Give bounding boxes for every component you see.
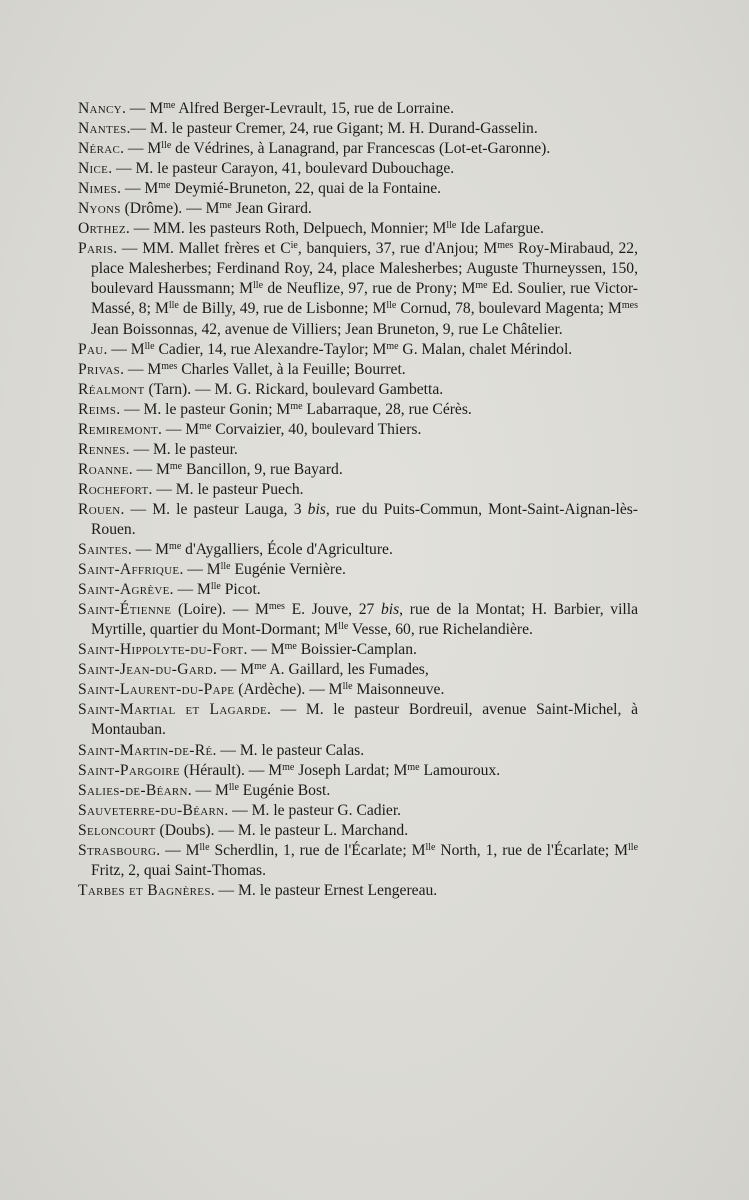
directory-entry xyxy=(78,881,638,901)
entry-text: . — $M^{me}$ Alfred Berger-Levrault, 15, rue de Lorraine. xyxy=(121,100,454,117)
place-name: Saint-Affrique xyxy=(78,561,180,579)
entry-text: . — $M^{lle}$ Eugénie Vernière. xyxy=(179,561,346,579)
place-name: Remiremont xyxy=(78,420,159,438)
entry-text: . — M. le pasteur Carayon, 41, boulevard Dubouchage. xyxy=(108,160,455,178)
directory-entry xyxy=(78,139,638,159)
directory-entry xyxy=(78,761,638,781)
directory-entry xyxy=(78,741,638,761)
directory-entry xyxy=(78,781,638,801)
directory-entry xyxy=(78,179,638,199)
entry-text: . — $M^{lle}$ Picot. xyxy=(169,581,261,599)
directory-entry xyxy=(78,560,638,580)
entry-text: .— M. le pasteur Cremer, 24, rue Gigant; M. H. Durand-Gasselin. xyxy=(126,120,538,138)
directory-entry xyxy=(78,480,638,500)
entry-text: . — $M^{lle}$ Eugénie Bost. xyxy=(187,781,331,799)
place-name: Reims xyxy=(78,400,117,418)
directory-entry xyxy=(78,580,638,600)
place-name: Nancy xyxy=(78,100,122,117)
directory-entry xyxy=(78,99,638,119)
place-name: Saint-Laurent-du-Pape xyxy=(78,681,235,699)
place-name: Strasbourg xyxy=(78,841,157,859)
entry-text: . — $M^{me}$ Bancillon, 9, rue Bayard. xyxy=(128,460,343,478)
directory-entry xyxy=(78,700,638,740)
entry-text: . — $M^{me}$ Deymié-Bruneton, 22, quai de la Fontaine. xyxy=(117,180,442,198)
place-name: Nyons xyxy=(78,200,121,218)
entry-text: (Doubs). — M. le pasteur L. Marchand. xyxy=(155,821,409,839)
entry-text: . — $M^{lle}$ Scherdlin, 1, rue de l'Écarlate; $M^{lle}$ North, 1, rue de l'Écarlate; $M^{lle}$ Fritz, 2, quai Saint-Thomas. xyxy=(91,841,639,879)
directory-entry xyxy=(78,640,638,660)
directory-entry xyxy=(78,360,638,380)
directory-entry xyxy=(78,680,638,700)
place-name: Rochefort xyxy=(78,480,149,498)
directory-entry xyxy=(78,340,638,360)
place-name: Saint-Martin-de-Ré xyxy=(78,741,213,759)
place-name: Pau xyxy=(78,340,104,358)
directory-entry xyxy=(78,380,638,400)
directory-entry xyxy=(78,199,638,219)
directory-entry xyxy=(78,540,638,560)
entry-text: . — $M^{me}$ Corvaizier, 40, boulevard Thiers. xyxy=(158,420,422,438)
place-name: Nimes xyxy=(78,180,118,198)
entry-text: (Ardèche). — $M^{lle}$ Maisonneuve. xyxy=(234,681,445,699)
place-name: Saint-Hippolyte-du-Fort xyxy=(78,641,244,659)
entry-text: . — MM. les pasteurs Roth, Delpuech, Monnier; $M^{lle}$ Ide Lafargue. xyxy=(125,220,544,238)
place-name: Roanne xyxy=(78,460,129,478)
entry-text: . — $M^{me}$ Boissier-Camplan. xyxy=(243,641,417,659)
directory-entry xyxy=(78,420,638,440)
place-name: Saint-Pargoire xyxy=(78,761,180,779)
place-name: Nice xyxy=(78,160,109,178)
directory-entry xyxy=(78,660,638,680)
directory-entry xyxy=(78,841,638,881)
directory-entry xyxy=(78,159,638,179)
place-name: Salies-de-Béarn xyxy=(78,781,188,799)
entry-text: . — $M^{lle}$ de Védrines, à Lanagrand, par Francescas (Lot-et-Garonne). xyxy=(120,140,551,158)
place-name: Nantes xyxy=(78,120,127,138)
directory-entry xyxy=(78,821,638,841)
directory-entry xyxy=(78,219,638,239)
entry-text: . — M. le pasteur Lauga, 3 bis, rue du Puits-Commun, Mont-Saint-Aignan-lès-Rouen. xyxy=(91,500,638,538)
place-name: Saint-Agrève xyxy=(78,581,170,599)
place-name: Paris xyxy=(78,240,114,258)
entry-text: . — $M^{lle}$ Cadier, 14, rue Alexandre-Taylor; $M^{me}$ G. Malan, chalet Mérindol. xyxy=(103,340,573,358)
entry-text: (Loire). — $M^{mes}$ E. Jouve, 27 bis, rue de la Montat; H. Barbier, villa Myrtille, quartier du Mont-Dormant; $M^{lle}$ Vesse, 60, rue Richelandière. xyxy=(91,601,638,639)
place-name: Orthez xyxy=(78,220,126,238)
place-name: Tarbes et Bagnères xyxy=(78,881,211,899)
place-name: Rouen xyxy=(78,500,121,518)
place-name: Saint-Martial et Lagarde xyxy=(78,701,268,719)
entry-text: (Hérault). — $M^{me}$ Joseph Lardat; $M^{me}$ Lamouroux. xyxy=(179,761,501,779)
directory-list xyxy=(78,99,638,901)
place-name: Rennes xyxy=(78,440,126,458)
place-name: Saint-Étienne xyxy=(78,601,172,619)
entry-text: . — M. le pasteur Calas. xyxy=(212,741,365,759)
place-name: Privas xyxy=(78,360,121,378)
directory-entry xyxy=(78,440,638,460)
entry-text: (Tarn). — M. G. Rickard, boulevard Gambetta. xyxy=(144,380,444,398)
entry-text: . — M. le pasteur. xyxy=(125,440,238,458)
directory-entry xyxy=(78,801,638,821)
directory-entry xyxy=(78,119,638,139)
entry-text: (Drôme). — $M^{me}$ Jean Girard. xyxy=(120,200,312,218)
directory-entry xyxy=(78,400,638,420)
place-name: Saintes xyxy=(78,541,128,559)
directory-entry xyxy=(78,239,638,339)
entry-text: . — $M^{me}$ A. Gaillard, les Fumades, xyxy=(212,661,429,679)
entry-text: . — MM. Mallet frères et $C^{ie}$, banquiers, 37, rue d'Anjou; $M^{mes}$ Roy-Mirabaud, 22, place Malesherbes; Ferdinand Roy, 24, place Malesherbes; Auguste Thurneyssen, 150, boulevard Haussmann; $M^{lle}$ de Neuflize, 97, rue de Prony; $M^{me}$ Ed. Soulier, rue Victor-Massé, 8; $M^{lle}$ de Billy, 49, rue de Lisbonne; $M^{lle}$ Cornud, 78, boulevard Magenta; $M^{mes}$ Jean Boissonnas, 42, avenue de Villiers; Jean Bruneton, 9, rue Le Châtelier. xyxy=(91,240,639,338)
entry-text: . — M. le pasteur G. Cadier. xyxy=(224,801,402,819)
entry-text: . — M. le pasteur Ernest Lengereau. xyxy=(210,881,438,899)
entry-text: . — M. le pasteur Bordreuil, avenue Saint-Michel, à Montauban. xyxy=(91,701,638,739)
place-name: Sauveterre-du-Béarn xyxy=(78,801,225,819)
place-name: Seloncourt xyxy=(78,821,156,839)
entry-text: . — $M^{mes}$ Charles Vallet, à la Feuille; Bourret. xyxy=(120,360,406,378)
entry-text: . — $M^{me}$ d'Aygalliers, École d'Agriculture. xyxy=(127,541,393,559)
entry-text: . — M. le pasteur Gonin; $M^{me}$ Labarraque, 28, rue Cérès. xyxy=(116,400,472,418)
place-name: Saint-Jean-du-Gard xyxy=(78,661,213,679)
directory-entry xyxy=(78,460,638,480)
directory-entry xyxy=(78,500,638,540)
directory-entry xyxy=(78,600,638,640)
place-name: Nérac xyxy=(78,140,121,158)
entry-text: . — M. le pasteur Puech. xyxy=(148,480,304,498)
place-name: Réalmont xyxy=(78,380,145,398)
